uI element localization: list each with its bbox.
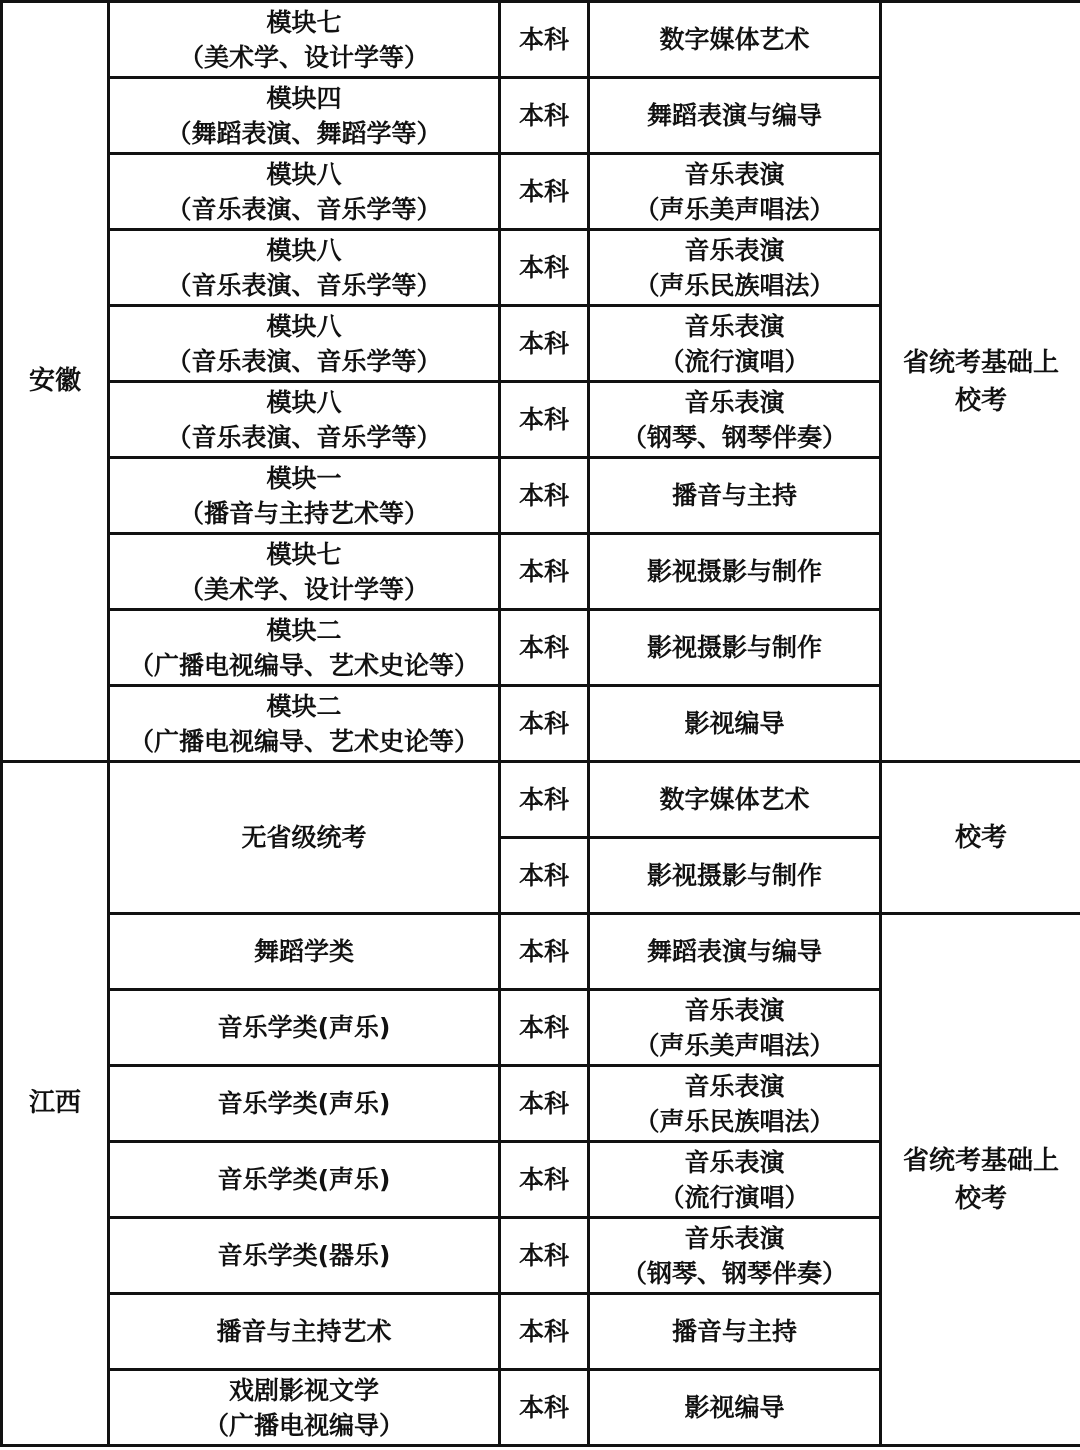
degree-level-cell-line: 本科 [518,1089,569,1118]
degree-level-cell [500,78,589,154]
exam-category-cell-line: （音乐表演、音乐学等） [166,270,442,300]
province-cell [2,762,109,1446]
major-cell-line: （声乐民族唱法） [634,270,835,300]
exam-category-cell-line: 模块二 [266,615,342,645]
major-cell [589,838,881,914]
major-cell [589,1370,881,1446]
degree-level-cell-line: 本科 [518,1165,569,1194]
exam-category-cell-line: 戏剧影视文学 [228,1375,379,1405]
exam-category-cell-line: （广播电视编导、艺术史论等） [128,650,479,680]
exam-category-cell [109,610,500,686]
degree-level-cell [500,382,589,458]
degree-level-cell-line: 本科 [518,101,569,130]
exam-category-cell-line: 模块七 [266,7,342,37]
major-cell [589,2,881,78]
admission-method-cell-line: 校考 [954,822,1007,853]
exam-category-cell [109,230,500,306]
degree-level-cell [500,1142,589,1218]
major-cell [589,686,881,762]
exam-category-cell-line: （播音与主持艺术等） [178,498,429,528]
exam-category-cell-line: 模块八 [266,159,342,189]
major-cell-line: （流行演唱） [659,346,810,376]
major-cell [589,914,881,990]
major-cell-line: （声乐美声唱法） [634,194,835,224]
exam-category-cell [109,306,500,382]
major-cell [589,1294,881,1370]
admission-method-cell [881,2,1080,762]
major-cell-line: 音乐表演 [684,159,785,189]
exam-category-cell-line: 音乐学类(声乐) [217,1165,391,1194]
major-cell-line: 播音与主持 [671,1317,797,1346]
degree-level-cell-line: 本科 [518,709,569,738]
exam-category-cell [109,990,500,1066]
major-cell-line: 音乐表演 [684,311,785,341]
major-cell-line: （钢琴、钢琴伴奏） [621,422,847,452]
exam-category-cell [109,1142,500,1218]
major-cell [589,230,881,306]
degree-level-cell [500,1370,589,1446]
exam-category-cell [109,154,500,230]
admission-method-cell-line: 校考 [954,385,1007,416]
degree-level-cell-line: 本科 [518,481,569,510]
degree-level-cell [500,1218,589,1294]
exam-category-cell [109,2,500,78]
exam-category-cell [109,458,500,534]
exam-category-cell-line: （音乐表演、音乐学等） [166,194,442,224]
province-cell [2,2,109,762]
exam-category-cell [109,1294,500,1370]
exam-category-cell [109,382,500,458]
major-cell [589,534,881,610]
exam-category-cell-line: （舞蹈表演、舞蹈学等） [166,118,442,148]
exam-category-cell-line: （美术学、设计学等） [178,574,429,604]
major-cell-line: 舞蹈表演与编导 [646,101,822,130]
degree-level-cell-line: 本科 [518,1013,569,1042]
major-cell [589,306,881,382]
degree-level-cell-line: 本科 [518,557,569,586]
degree-level-cell [500,154,589,230]
degree-level-cell-line: 本科 [518,1317,569,1346]
degree-level-cell-line: 本科 [518,25,569,54]
major-cell-line: 数字媒体艺术 [659,25,810,54]
exam-category-cell-line: 模块八 [266,311,342,341]
major-cell-line: 音乐表演 [684,995,785,1025]
degree-level-cell [500,762,589,838]
major-cell-line: （声乐美声唱法） [634,1030,835,1060]
exam-category-cell-line: 音乐学类(声乐) [217,1013,391,1042]
admission-method-cell [881,914,1080,1446]
major-cell [589,610,881,686]
exam-category-cell [109,1218,500,1294]
degree-level-cell [500,230,589,306]
major-cell-line: 音乐表演 [684,235,785,265]
exam-category-cell-line: 音乐学类(器乐) [217,1241,391,1270]
exam-category-cell-line: （音乐表演、音乐学等） [166,422,442,452]
major-cell [589,762,881,838]
province-cell-line: 安徽 [28,366,81,396]
degree-level-cell-line: 本科 [518,177,569,206]
province-cell-line: 江西 [28,1088,81,1118]
major-cell-line: 影视摄影与制作 [646,557,822,586]
exam-category-cell-line: 播音与主持艺术 [216,1317,392,1346]
exam-category-cell-line: （广播电视编导、艺术史论等） [128,726,479,756]
major-cell-line: 音乐表演 [684,1071,785,1101]
exam-category-cell-line: 模块二 [266,691,342,721]
degree-level-cell-line: 本科 [518,329,569,358]
exam-category-cell-line: 模块七 [266,539,342,569]
exam-category-cell-line: 模块八 [266,387,342,417]
major-cell-line: （声乐民族唱法） [634,1106,835,1136]
admission-method-cell-line: 省统考基础上 [902,347,1059,378]
degree-level-cell-line: 本科 [518,253,569,282]
degree-level-cell [500,1294,589,1370]
degree-level-cell [500,838,589,914]
major-cell-line: 音乐表演 [684,1223,785,1253]
exam-category-cell-line: 无省级统考 [241,823,367,852]
degree-level-cell [500,686,589,762]
degree-level-cell [500,914,589,990]
table-row [2,762,1080,838]
major-cell-line: 影视编导 [684,1393,785,1422]
degree-level-cell-line: 本科 [518,785,569,814]
admission-method-cell [881,762,1080,914]
admission-method-cell-line: 省统考基础上 [902,1145,1059,1176]
degree-level-cell-line: 本科 [518,633,569,662]
exam-category-cell [109,78,500,154]
major-cell [589,382,881,458]
major-cell-line: （钢琴、钢琴伴奏） [621,1258,847,1288]
exam-category-cell-line: 模块八 [266,235,342,265]
major-cell [589,1142,881,1218]
major-cell-line: 影视摄影与制作 [646,861,822,890]
exam-category-cell [109,914,500,990]
major-cell-line: 音乐表演 [684,1147,785,1177]
exam-category-cell [109,534,500,610]
degree-level-cell [500,534,589,610]
exam-category-cell [109,686,500,762]
major-cell [589,458,881,534]
exam-category-cell-line: 舞蹈学类 [253,937,354,966]
degree-level-cell-line: 本科 [518,1241,569,1270]
exam-category-cell [109,762,500,914]
major-cell-line: 数字媒体艺术 [659,785,810,814]
degree-level-cell [500,610,589,686]
degree-level-cell [500,306,589,382]
degree-level-cell [500,2,589,78]
major-cell-line: 音乐表演 [684,387,785,417]
major-cell [589,1066,881,1142]
major-cell-line: （流行演唱） [659,1182,810,1212]
exam-category-cell-line: （美术学、设计学等） [178,42,429,72]
major-cell [589,154,881,230]
major-cell-line: 播音与主持 [671,481,797,510]
exam-category-cell [109,1370,500,1446]
exam-category-cell-line: 音乐学类(声乐) [217,1089,391,1118]
major-cell-line: 影视编导 [684,709,785,738]
degree-level-cell-line: 本科 [518,937,569,966]
degree-level-cell-line: 本科 [518,861,569,890]
exam-category-cell [109,1066,500,1142]
major-cell [589,78,881,154]
major-cell-line: 舞蹈表演与编导 [646,937,822,966]
major-cell [589,1218,881,1294]
major-cell [589,990,881,1066]
exam-category-cell-line: （广播电视编导） [203,1410,404,1440]
degree-level-cell [500,990,589,1066]
exam-category-cell-line: （音乐表演、音乐学等） [166,346,442,376]
table-row [2,2,1080,78]
table-body [2,2,1080,1446]
table-row [2,914,1080,990]
degree-level-cell [500,1066,589,1142]
degree-level-cell-line: 本科 [518,405,569,434]
exam-category-cell-line: 模块一 [266,463,342,493]
admission-method-cell-line: 校考 [954,1183,1007,1214]
major-cell-line: 影视摄影与制作 [646,633,822,662]
exam-category-cell-line: 模块四 [266,83,342,113]
degree-level-cell-line: 本科 [518,1393,569,1422]
degree-level-cell [500,458,589,534]
